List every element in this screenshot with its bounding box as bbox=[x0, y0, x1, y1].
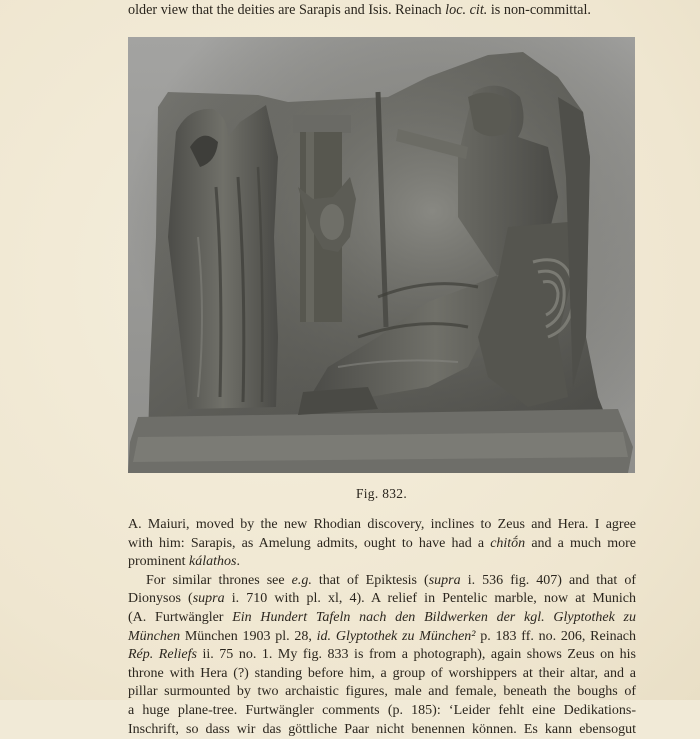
italic-text: Ein Hundert Tafeln nach den Bildwerken der kgl. Glyptothek zu bbox=[232, 609, 637, 625]
relief-photograph bbox=[128, 37, 635, 473]
italic-text: e.g. bbox=[291, 572, 312, 588]
italic-text: id. bbox=[316, 628, 332, 644]
figure-caption: Fig. 832. bbox=[355, 486, 408, 501]
text-line bbox=[128, 553, 636, 572]
text-segment: For similar thrones see bbox=[146, 572, 292, 588]
text-segment: with him: Sarapis, as Amelung admits, ought to have had a bbox=[128, 535, 491, 551]
top-line-italic: loc. cit. bbox=[445, 2, 488, 18]
text-line bbox=[128, 572, 636, 591]
italic-text: supra bbox=[428, 572, 461, 588]
text-line bbox=[128, 516, 636, 535]
text-segment: München 1903 pl. 28, bbox=[180, 628, 317, 644]
relief-sculpture-image bbox=[128, 37, 635, 473]
text-segment: (A. Furtwängler bbox=[128, 609, 233, 625]
top-line-text-2: is non-committal. bbox=[487, 2, 591, 18]
text-line bbox=[128, 646, 636, 665]
italic-text: kálathos bbox=[189, 554, 237, 570]
italic-text: Rép. Reliefs bbox=[128, 647, 197, 663]
text-segment: ii. 75 no. 1. My fig. 833 is from a photograph), again shows Zeus on his bbox=[196, 647, 636, 663]
text-line bbox=[128, 665, 636, 684]
text-line bbox=[128, 535, 636, 554]
italic-text: München bbox=[128, 628, 181, 644]
text-line bbox=[128, 628, 636, 647]
text-segment: Dionysos ( bbox=[128, 591, 193, 607]
italic-text: supra bbox=[192, 591, 225, 607]
text-segment: . bbox=[236, 554, 240, 570]
text-line bbox=[128, 702, 636, 721]
top-line-text-1: older view that the deities are Sarapis and Isis. Reinach bbox=[128, 2, 446, 18]
italic-text: chitṓn bbox=[490, 535, 526, 551]
text-segment: p. 183 ff. no. 206, Reinach bbox=[475, 628, 637, 644]
text-segment: a huge plane-tree. Furtwängler comments (p. 185): ‘Leider fehlt eine Dedikations- bbox=[128, 702, 636, 718]
text-line bbox=[128, 609, 636, 628]
body-text bbox=[128, 516, 636, 739]
text-line bbox=[128, 721, 636, 739]
text-line bbox=[128, 683, 636, 702]
text-segment: pillar surmounted by two archaistic figures, male and female, beneath the boughs of bbox=[128, 684, 636, 700]
text-segment: i. 710 with pl. xl, 4). A relief in Pentelic marble, now at Munich bbox=[224, 591, 636, 607]
text-segment: A. Maiuri, moved by the new Rhodian discovery, inclines to Zeus and Hera. I agree bbox=[128, 517, 636, 532]
text-line bbox=[128, 590, 636, 609]
top-text-line bbox=[128, 0, 638, 20]
text-segment: and a much more bbox=[525, 535, 637, 551]
italic-text: Glyptothek zu München² bbox=[335, 628, 476, 644]
text-segment: Inschrift, so dass wir das göttliche Paar nicht benennen können. Es kann ebensogut bbox=[128, 721, 636, 737]
text-segment: throne with Hera (?) standing before him, a group of worshippers at their altar, and a bbox=[128, 665, 636, 681]
text-segment: that of Epiktesis ( bbox=[311, 572, 429, 588]
text-segment: i. 536 fig. 407) and that of bbox=[460, 572, 636, 588]
text-segment: prominent bbox=[128, 554, 190, 570]
